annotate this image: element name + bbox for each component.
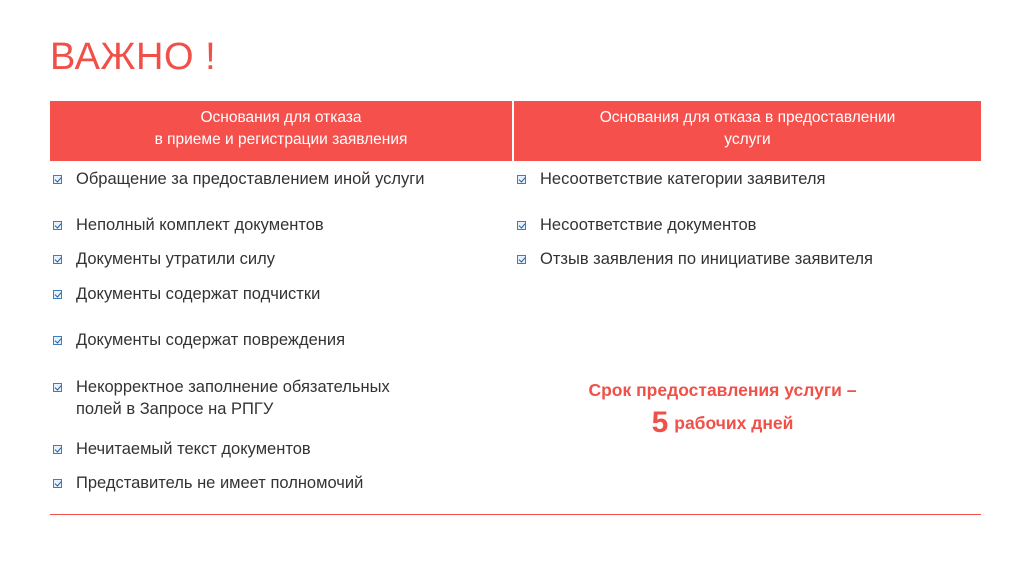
table-header — [50, 101, 981, 161]
deadline-duration — [514, 406, 931, 440]
deadline-unit: рабочих дней — [674, 413, 794, 433]
list-item-text: Документы содержат повреждения — [76, 331, 346, 349]
checkbox-bullet-icon — [53, 175, 62, 184]
checkbox-bullet-icon — [53, 383, 62, 392]
bottom-divider — [50, 514, 981, 515]
checkbox-bullet-icon — [517, 175, 526, 184]
header-right-line2: услуги — [724, 131, 771, 148]
deadline-text: Срок предоставления услуги – — [588, 380, 857, 400]
header-right-line1: Основания для отказа в предоставлении — [599, 109, 896, 126]
list-item-text: Неполный комплект документов — [76, 216, 324, 234]
header-left-line2: в приеме и регистрации заявления — [154, 131, 408, 148]
list-item-text: Нечитаемый текст документов — [76, 440, 311, 458]
header-right — [512, 101, 981, 161]
list-item-text: Несоответствие документов — [540, 216, 757, 234]
list-item-text-line2: полей в Запросе на РПГУ — [76, 400, 274, 418]
list-item-text: Отзыв заявления по инициативе заявителя — [540, 250, 873, 268]
header-left-line1: Основания для отказа — [200, 109, 362, 126]
checkbox-bullet-icon — [53, 290, 62, 299]
deadline-callout — [514, 378, 931, 440]
checkbox-bullet-icon — [53, 479, 62, 488]
deadline-number: 5 — [651, 406, 669, 439]
checkbox-bullet-icon — [53, 445, 62, 454]
list-item-text: Несоответствие категории заявителя — [540, 170, 826, 188]
checkbox-bullet-icon — [53, 255, 62, 264]
list-item-text: Документы содержат подчистки — [76, 285, 321, 303]
list-item-text-line1: Некорректное заполнение обязательных — [76, 378, 390, 396]
list-item-text: Документы утратили силу — [76, 250, 275, 268]
list-item-text: Обращение за предоставлением иной услуги — [76, 170, 425, 188]
checkbox-bullet-icon — [517, 255, 526, 264]
checkbox-bullet-icon — [53, 336, 62, 345]
list-item-text: Представитель не имеет полномочий — [76, 474, 364, 492]
page-title: ВАЖНО ! — [50, 36, 217, 78]
checkbox-bullet-icon — [53, 221, 62, 230]
checkbox-bullet-icon — [517, 221, 526, 230]
header-left — [50, 101, 512, 161]
list-item-text — [76, 376, 512, 420]
